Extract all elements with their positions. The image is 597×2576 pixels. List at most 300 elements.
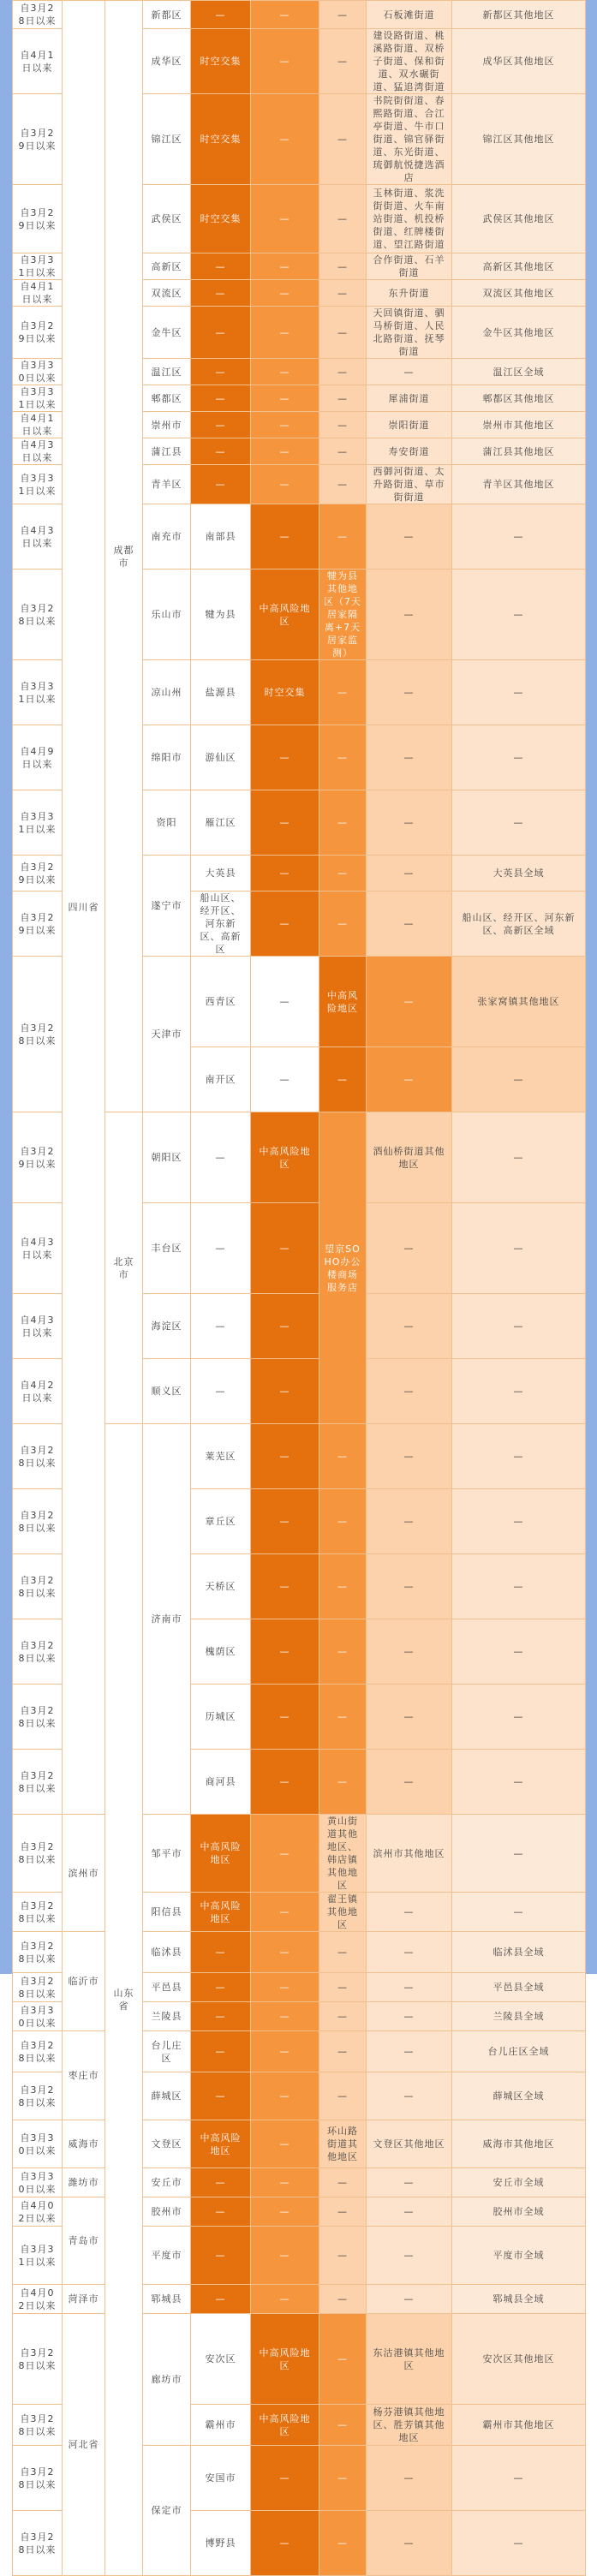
date-cell: 自3月28日以来 bbox=[13, 1554, 63, 1619]
control-area-cell: — bbox=[319, 2405, 367, 2446]
risk-area-cell: — bbox=[251, 856, 319, 891]
street-cell: 石板滩街道 bbox=[367, 1, 452, 29]
region-cell: 青羊区其他地区 bbox=[452, 465, 586, 504]
control-area-cell: — bbox=[319, 2511, 367, 2576]
district-cell: — bbox=[191, 1203, 251, 1294]
risk-area-cell: 中高风险地区 bbox=[251, 1112, 319, 1203]
street-cell: — bbox=[452, 790, 586, 856]
street-cell: — bbox=[452, 504, 586, 569]
date-cell: 自3月28日以来 bbox=[13, 2511, 63, 2576]
risk-area-cell: — bbox=[251, 1685, 319, 1750]
risk-area-cell: 中高风险地区 bbox=[191, 1815, 251, 1893]
city-cell: 丰台区 bbox=[143, 1203, 191, 1294]
district-cell: 历城区 bbox=[191, 1685, 251, 1750]
date-cell: 自3月28日以来 bbox=[13, 1424, 63, 1489]
street-cell: — bbox=[452, 1554, 586, 1619]
risk-area-cell: — bbox=[251, 790, 319, 856]
street-cell: — bbox=[367, 2285, 452, 2314]
prevention-area-cell: — bbox=[319, 385, 367, 412]
prevention-area-cell: 环山路街道其他地区 bbox=[319, 2120, 367, 2168]
date-cell: 自3月28日以来 bbox=[13, 569, 63, 660]
prevention-area-cell: — bbox=[367, 504, 452, 569]
region-cell: 成华区其他地区 bbox=[452, 29, 586, 94]
city-cell: 资阳 bbox=[143, 790, 191, 856]
prevention-area-cell: — bbox=[319, 2285, 367, 2314]
district-cell: 成华区 bbox=[143, 29, 191, 94]
district-cell: 锦江区 bbox=[143, 94, 191, 185]
control-area-cell: — bbox=[319, 504, 367, 569]
date-cell: 自4月1日以来 bbox=[13, 280, 63, 307]
region-cell: 平度市全域 bbox=[452, 2227, 586, 2285]
region-cell: 威海市其他地区 bbox=[452, 2120, 586, 2168]
risk-area-cell: — bbox=[251, 1424, 319, 1489]
table-row bbox=[13, 1, 586, 29]
control-area-cell: — bbox=[319, 2314, 367, 2405]
district-cell: 莱芜区 bbox=[191, 1424, 251, 1489]
prevention-area-cell: — bbox=[367, 1685, 452, 1750]
prevention-area-cell: 翟王镇其他地区 bbox=[319, 1893, 367, 1932]
date-cell: 自3月30日以来 bbox=[13, 2168, 63, 2197]
policy-sheet bbox=[12, 0, 585, 2555]
prevention-area-cell: — bbox=[452, 1047, 586, 1112]
street-cell: — bbox=[452, 2511, 586, 2576]
control-area-cell: — bbox=[319, 790, 367, 856]
city-cell: 西青区 bbox=[191, 957, 251, 1047]
risk-area-cell: 时空交集 bbox=[191, 185, 251, 253]
street-cell: — bbox=[367, 1932, 452, 1973]
prevention-area-cell: — bbox=[319, 307, 367, 359]
street-cell: — bbox=[452, 1685, 586, 1750]
district-cell: 兰陵县 bbox=[143, 2002, 191, 2031]
district-cell: — bbox=[191, 1359, 251, 1424]
prevention-area-cell: — bbox=[367, 2446, 452, 2511]
control-area-cell: — bbox=[319, 1619, 367, 1685]
risk-area-cell: — bbox=[191, 2168, 251, 2197]
city-cell: 临沂市 bbox=[63, 1932, 105, 2031]
control-area-cell: — bbox=[319, 1424, 367, 1489]
street-cell: 霸州市其他地区 bbox=[452, 2405, 586, 2446]
risk-area-cell: — bbox=[191, 253, 251, 280]
table-row bbox=[13, 2120, 586, 2168]
region-cell: 双流区其他地区 bbox=[452, 280, 586, 307]
control-area-cell: — bbox=[251, 2072, 319, 2120]
region-cell: 薛城区全域 bbox=[452, 2072, 586, 2120]
street-cell: — bbox=[452, 1359, 586, 1424]
street-cell: 崇阳街道 bbox=[367, 412, 452, 438]
date-cell: 自3月28日以来 bbox=[13, 1893, 63, 1932]
prevention-area-cell: — bbox=[367, 1359, 452, 1424]
district-cell: 文登区 bbox=[143, 2120, 191, 2168]
city-cell: 乐山市 bbox=[143, 569, 191, 660]
risk-area-cell: — bbox=[191, 385, 251, 412]
control-area-cell: — bbox=[251, 2197, 319, 2227]
city-cell: 成都市 bbox=[105, 1, 143, 1112]
district-cell: 金牛区 bbox=[143, 307, 191, 359]
control-area-cell: 望京SOHO办公楼商场服务店 bbox=[319, 1112, 367, 1424]
control-area-cell: — bbox=[251, 412, 319, 438]
prevention-area-cell: 黄山街道其他地区、韩店镇其他地区 bbox=[319, 1815, 367, 1893]
table-row bbox=[13, 2197, 586, 2227]
control-area-cell: — bbox=[251, 185, 319, 253]
control-area-cell: — bbox=[367, 1047, 452, 1112]
date-cell: 自3月28日以来 bbox=[13, 1973, 63, 2002]
prevention-area-cell: — bbox=[319, 2168, 367, 2197]
control-area-cell: — bbox=[251, 1893, 319, 1932]
risk-area-cell: — bbox=[191, 2285, 251, 2314]
region-cell: 台儿庄区全域 bbox=[452, 2031, 586, 2072]
district-cell: 博野县 bbox=[191, 2511, 251, 2576]
street-cell: — bbox=[452, 1424, 586, 1489]
street-cell: 玉林街道、浆洗街街道、火车南站街道、机投桥街道、红牌楼街道、望江路街道 bbox=[367, 185, 452, 253]
region-cell: 临沭县全域 bbox=[452, 1932, 586, 1973]
street-cell: — bbox=[367, 1973, 452, 2002]
region-cell: 高新区其他地区 bbox=[452, 253, 586, 280]
risk-area-cell: — bbox=[191, 465, 251, 504]
date-cell: 自3月28日以来 bbox=[13, 1, 63, 29]
district-cell: — bbox=[251, 957, 319, 1047]
street-cell: 书院街街道、春熙路街道、合江亭街道、牛市口街道、锦官驿街道、东光街道、琉御航悦捷选酒店 bbox=[367, 94, 452, 185]
control-area-cell: — bbox=[319, 1685, 367, 1750]
prevention-area-cell: — bbox=[367, 1750, 452, 1815]
prevention-area-cell: — bbox=[319, 2227, 367, 2285]
street-cell: 合作街道、石羊街道 bbox=[367, 253, 452, 280]
prevention-area-cell: — bbox=[367, 569, 452, 660]
control-area-cell: — bbox=[319, 856, 367, 891]
street-cell: — bbox=[452, 1203, 586, 1294]
prevention-area-cell: — bbox=[367, 1554, 452, 1619]
province-cell: 河北省 bbox=[63, 2314, 105, 2576]
prevention-area-cell: — bbox=[319, 1973, 367, 2002]
region-cell: 郓城县全域 bbox=[452, 2285, 586, 2314]
prevention-area-cell: 杨芬港镇其他地区、胜芳镇其他地区 bbox=[367, 2405, 452, 2446]
region-cell: 胶州市全域 bbox=[452, 2197, 586, 2227]
street-cell: 安次区其他地区 bbox=[452, 2314, 586, 2405]
district-cell: 安次区 bbox=[191, 2314, 251, 2405]
date-cell: 自3月30日以来 bbox=[13, 359, 63, 385]
street-cell: — bbox=[452, 569, 586, 660]
street-cell: 建设路街道、桃溪路街道、双桥子街道、保和街道、双水碾街道、猛追湾街道 bbox=[367, 29, 452, 94]
risk-area-cell: 时空交集 bbox=[191, 94, 251, 185]
date-cell: 自3月28日以来 bbox=[13, 1619, 63, 1685]
risk-area-cell: 中高风险地区 bbox=[251, 569, 319, 660]
district-cell: 雁江区 bbox=[191, 790, 251, 856]
district-cell: 高新区 bbox=[143, 253, 191, 280]
street-cell: 船山区、经开区、河东新区、高新区全域 bbox=[452, 891, 586, 957]
region-cell: — bbox=[452, 1815, 586, 1893]
district-cell: 武侯区 bbox=[143, 185, 191, 253]
district-cell: 商河县 bbox=[191, 1750, 251, 1815]
date-cell: 自4月02日以来 bbox=[13, 2197, 63, 2227]
prevention-area-cell: — bbox=[319, 94, 367, 185]
city-cell: 青岛市 bbox=[63, 2197, 105, 2285]
street-cell: — bbox=[452, 1619, 586, 1685]
street-cell: 犀浦街道 bbox=[367, 385, 452, 412]
date-cell: 自3月31日以来 bbox=[13, 790, 63, 856]
control-area-cell: — bbox=[251, 2285, 319, 2314]
date-cell: 自4月3日以来 bbox=[13, 438, 63, 465]
prevention-area-cell: — bbox=[319, 2031, 367, 2072]
district-cell: 新都区 bbox=[143, 1, 191, 29]
city-cell: 滨州市 bbox=[63, 1815, 105, 1932]
date-cell: 自4月9日以来 bbox=[13, 725, 63, 790]
risk-area-cell: — bbox=[251, 504, 319, 569]
risk-area-cell: 中高风险地区 bbox=[251, 2405, 319, 2446]
street-cell: — bbox=[452, 1294, 586, 1359]
city-cell: 潍坊市 bbox=[63, 2168, 105, 2197]
prevention-area-cell: — bbox=[319, 2197, 367, 2227]
region-cell: — bbox=[452, 1893, 586, 1932]
prevention-area-cell: — bbox=[367, 1619, 452, 1685]
district-cell: 平邑县 bbox=[143, 1973, 191, 2002]
street-cell: — bbox=[452, 660, 586, 725]
date-cell: 自3月29日以来 bbox=[13, 185, 63, 253]
region-cell: 兰陵县全域 bbox=[452, 2002, 586, 2031]
district-cell: 盐源县 bbox=[191, 660, 251, 725]
prevention-area-cell: — bbox=[367, 856, 452, 891]
city-cell: 枣庄市 bbox=[63, 2031, 105, 2120]
prevention-area-cell: — bbox=[367, 2511, 452, 2576]
risk-area-cell: — bbox=[191, 1932, 251, 1973]
table-row bbox=[13, 1932, 586, 1973]
province-cell: 天津市 bbox=[143, 957, 191, 1112]
city-cell: 济南市 bbox=[143, 1424, 191, 1815]
risk-area-cell: — bbox=[191, 2072, 251, 2120]
street-cell: — bbox=[452, 1750, 586, 1815]
date-cell: 自3月28日以来 bbox=[13, 1750, 63, 1815]
risk-area-cell: — bbox=[251, 1489, 319, 1554]
region-cell: 蒲江县其他地区 bbox=[452, 438, 586, 465]
prevention-area-cell: — bbox=[367, 790, 452, 856]
control-area-cell: — bbox=[251, 438, 319, 465]
control-area-cell: — bbox=[251, 2120, 319, 2168]
city-cell: 顺义区 bbox=[143, 1359, 191, 1424]
district-cell: 安丘市 bbox=[143, 2168, 191, 2197]
city-cell: 绵阳市 bbox=[143, 725, 191, 790]
risk-area-cell: — bbox=[191, 2197, 251, 2227]
date-cell: 自3月29日以来 bbox=[13, 307, 63, 359]
date-cell: 自4月3日以来 bbox=[13, 1294, 63, 1359]
date-cell: 自3月31日以来 bbox=[13, 253, 63, 280]
street-cell: — bbox=[452, 725, 586, 790]
district-cell: 平度市 bbox=[143, 2227, 191, 2285]
prevention-area-cell: — bbox=[319, 2072, 367, 2120]
date-cell: 自3月28日以来 bbox=[13, 957, 63, 1112]
risk-area-cell: 中高风险地区 bbox=[191, 2120, 251, 2168]
district-cell: 郫都区 bbox=[143, 385, 191, 412]
prevention-area-cell: — bbox=[367, 1294, 452, 1359]
risk-area-cell: — bbox=[191, 1, 251, 29]
date-cell: 自3月28日以来 bbox=[13, 2446, 63, 2511]
risk-area-cell: — bbox=[251, 891, 319, 957]
street-cell: — bbox=[367, 2072, 452, 2120]
city-cell: 菏泽市 bbox=[63, 2285, 105, 2314]
control-area-cell: — bbox=[251, 1, 319, 29]
risk-area-cell: 时空交集 bbox=[191, 29, 251, 94]
city-cell: 南充市 bbox=[143, 504, 191, 569]
province-cell: 四川省 bbox=[63, 1, 105, 1815]
control-area-cell: — bbox=[251, 2168, 319, 2197]
risk-area-cell: 时空交集 bbox=[251, 660, 319, 725]
region-cell: 平邑县全域 bbox=[452, 1973, 586, 2002]
table-row bbox=[13, 1815, 586, 1893]
control-area-cell: — bbox=[319, 1489, 367, 1554]
district-cell: 霸州市 bbox=[191, 2405, 251, 2446]
district-cell: 蒲江县 bbox=[143, 438, 191, 465]
risk-area-cell: — bbox=[191, 438, 251, 465]
province-cell: 北京市 bbox=[105, 1112, 143, 1424]
district-cell: 郓城县 bbox=[143, 2285, 191, 2314]
district-cell: 薛城区 bbox=[143, 2072, 191, 2120]
risk-area-cell: — bbox=[251, 2446, 319, 2511]
date-cell: 自3月28日以来 bbox=[13, 2031, 63, 2072]
date-cell: 自4月02日以来 bbox=[13, 2285, 63, 2314]
table-body bbox=[13, 1, 586, 2576]
district-cell: 游仙区 bbox=[191, 725, 251, 790]
city-cell: 海淀区 bbox=[143, 1294, 191, 1359]
date-cell: 自4月2日以来 bbox=[13, 1359, 63, 1424]
control-area-cell: — bbox=[251, 359, 319, 385]
district-cell: 崇州市 bbox=[143, 412, 191, 438]
risk-area-cell: — bbox=[251, 1203, 319, 1294]
district-cell: 阳信县 bbox=[143, 1893, 191, 1932]
risk-area-cell: — bbox=[251, 2511, 319, 2576]
prevention-area-cell: — bbox=[367, 1203, 452, 1294]
date-cell: 自3月28日以来 bbox=[13, 2072, 63, 2120]
date-cell: 自3月29日以来 bbox=[13, 94, 63, 185]
control-area-cell: — bbox=[319, 891, 367, 957]
control-area-cell: — bbox=[319, 1554, 367, 1619]
district-cell: 犍为县 bbox=[191, 569, 251, 660]
prevention-area-cell: 酒仙桥街道其他地区 bbox=[367, 1112, 452, 1203]
street-cell: 天回镇街道、驷马桥街道、人民北路街道、抚琴街道 bbox=[367, 307, 452, 359]
region-cell: 金牛区其他地区 bbox=[452, 307, 586, 359]
table-row bbox=[13, 2314, 586, 2405]
district-cell: 南部县 bbox=[191, 504, 251, 569]
region-cell: 锦江区其他地区 bbox=[452, 94, 586, 185]
date-cell: 自4月1日以来 bbox=[13, 29, 63, 94]
date-cell: 自3月29日以来 bbox=[13, 856, 63, 891]
date-cell: 自3月31日以来 bbox=[13, 660, 63, 725]
date-cell: 自3月28日以来 bbox=[13, 1489, 63, 1554]
prevention-area-cell: — bbox=[367, 660, 452, 725]
control-area-cell: 犍为县其他地区（7天居家隔离+7天居家监测） bbox=[319, 569, 367, 660]
district-cell: 青羊区 bbox=[143, 465, 191, 504]
region-cell: 郫都区其他地区 bbox=[452, 385, 586, 412]
district-cell: 胶州市 bbox=[143, 2197, 191, 2227]
prevention-area-cell: — bbox=[319, 2002, 367, 2031]
date-cell: 自3月28日以来 bbox=[13, 1932, 63, 1973]
prevention-area-cell: — bbox=[319, 1, 367, 29]
street-cell: — bbox=[452, 1112, 586, 1203]
control-area-cell: — bbox=[367, 957, 452, 1047]
district-cell: 船山区、经开区、河东新区、高新区 bbox=[191, 891, 251, 957]
risk-area-cell: — bbox=[251, 725, 319, 790]
street-cell: — bbox=[367, 2197, 452, 2227]
control-area-cell: — bbox=[251, 29, 319, 94]
risk-area-cell: — bbox=[191, 1973, 251, 2002]
risk-area-cell: — bbox=[191, 2031, 251, 2072]
district-cell: 大英县 bbox=[191, 856, 251, 891]
district-cell: — bbox=[251, 1047, 319, 1112]
prevention-area-cell: — bbox=[319, 280, 367, 307]
city-cell: 朝阳区 bbox=[143, 1112, 191, 1203]
district-cell: 槐荫区 bbox=[191, 1619, 251, 1685]
risk-area-cell: — bbox=[191, 359, 251, 385]
control-area-cell: — bbox=[251, 465, 319, 504]
region-cell: 武侯区其他地区 bbox=[452, 185, 586, 253]
prevention-area-cell: — bbox=[319, 465, 367, 504]
risk-area-cell: 中高风险地区 bbox=[319, 957, 367, 1047]
control-area-cell: — bbox=[251, 307, 319, 359]
control-area-cell: — bbox=[251, 385, 319, 412]
date-cell: 自3月28日以来 bbox=[13, 1685, 63, 1750]
street-cell: — bbox=[367, 1893, 452, 1932]
prevention-area-cell: 张家窝镇其他地区 bbox=[452, 957, 586, 1047]
street-cell: 寿安街道 bbox=[367, 438, 452, 465]
risk-area-cell: 中高风险地区 bbox=[191, 1893, 251, 1932]
district-cell: 天桥区 bbox=[191, 1554, 251, 1619]
control-area-cell: — bbox=[251, 1815, 319, 1893]
epidemic-area-table bbox=[12, 0, 586, 2576]
table-row bbox=[13, 2285, 586, 2314]
date-cell: 自4月3日以来 bbox=[13, 1203, 63, 1294]
street-cell: 文登区其他地区 bbox=[367, 2120, 452, 2168]
risk-area-cell: — bbox=[251, 1619, 319, 1685]
region-cell: 温江区全域 bbox=[452, 359, 586, 385]
prevention-area-cell: — bbox=[367, 1424, 452, 1489]
street-cell: 西御河街道、太升路街道、草市街街道 bbox=[367, 465, 452, 504]
date-cell: 自3月31日以来 bbox=[13, 465, 63, 504]
prevention-area-cell: — bbox=[319, 29, 367, 94]
prevention-area-cell: — bbox=[319, 185, 367, 253]
date-cell: 自3月30日以来 bbox=[13, 2002, 63, 2031]
region-cell: 新都区其他地区 bbox=[452, 1, 586, 29]
street-cell: — bbox=[367, 359, 452, 385]
date-cell: 自3月31日以来 bbox=[13, 385, 63, 412]
district-cell: 安国市 bbox=[191, 2446, 251, 2511]
prevention-area-cell: 东沽港镇其他地区 bbox=[367, 2314, 452, 2405]
city-cell: 南开区 bbox=[191, 1047, 251, 1112]
control-area-cell: — bbox=[251, 2002, 319, 2031]
risk-area-cell: — bbox=[191, 307, 251, 359]
table-row bbox=[13, 2031, 586, 2072]
date-cell: 自3月28日以来 bbox=[13, 1815, 63, 1893]
street-cell: — bbox=[367, 2168, 452, 2197]
control-area-cell: — bbox=[319, 2446, 367, 2511]
prevention-area-cell: — bbox=[319, 359, 367, 385]
risk-area-cell: 中高风险地区 bbox=[251, 2314, 319, 2405]
risk-area-cell: — bbox=[319, 1047, 367, 1112]
street-cell: — bbox=[452, 2446, 586, 2511]
control-area-cell: — bbox=[251, 2031, 319, 2072]
district-cell: 双流区 bbox=[143, 280, 191, 307]
city-cell: 保定市 bbox=[143, 2446, 191, 2576]
street-cell: — bbox=[367, 2002, 452, 2031]
district-cell: — bbox=[191, 1112, 251, 1203]
district-cell: — bbox=[191, 1294, 251, 1359]
prevention-area-cell: — bbox=[319, 438, 367, 465]
street-cell: — bbox=[452, 1489, 586, 1554]
city-cell: 威海市 bbox=[63, 2120, 105, 2168]
city-cell: 遂宁市 bbox=[143, 856, 191, 957]
control-area-cell: — bbox=[251, 253, 319, 280]
table-row bbox=[13, 2168, 586, 2197]
prevention-area-cell: — bbox=[367, 725, 452, 790]
street-cell: — bbox=[367, 2227, 452, 2285]
district-cell: 台儿庄区 bbox=[143, 2031, 191, 2072]
control-area-cell: — bbox=[319, 660, 367, 725]
date-cell: 自3月29日以来 bbox=[13, 1112, 63, 1203]
